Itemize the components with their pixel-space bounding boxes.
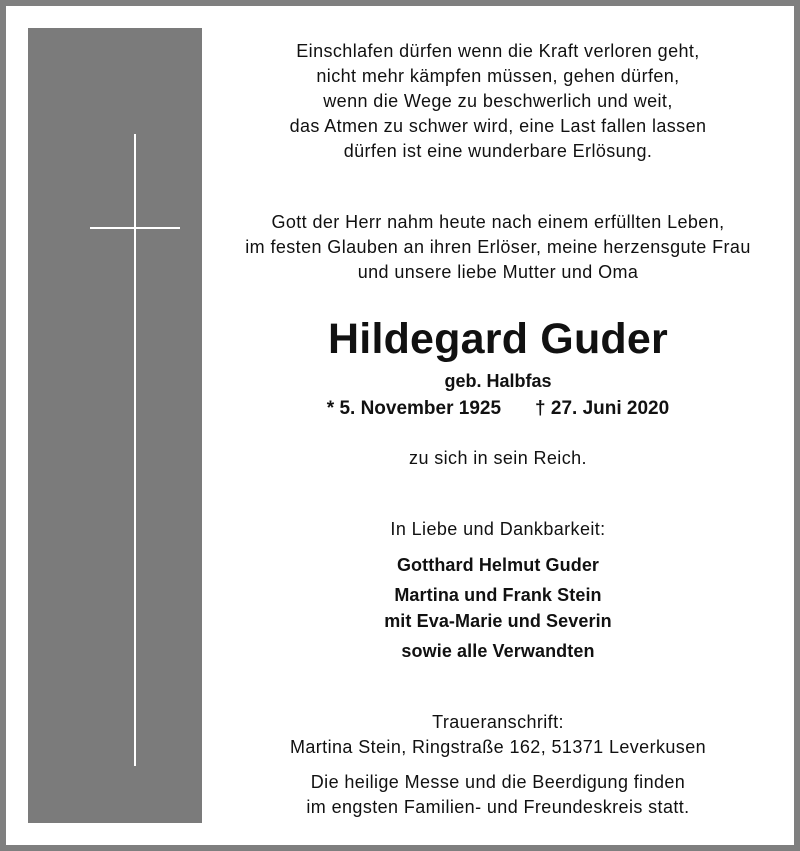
birth-date: * 5. November 1925 <box>326 398 502 419</box>
address-label: Traueranschrift: <box>432 712 564 732</box>
death-date: † 27. Juni 2020 <box>535 398 670 419</box>
intro-line: im festen Glauben an ihren Erlöser, meine herzensgute Frau <box>245 237 751 257</box>
mass-info <box>202 770 794 820</box>
poem <box>202 39 794 164</box>
poem-line: wenn die Wege zu beschwerlich und weit, <box>323 91 673 111</box>
poem-line: Einschlafen dürfen wenn die Kraft verloren geht, <box>296 41 700 61</box>
mourner-name: sowie alle Verwandten <box>401 641 595 661</box>
life-dates <box>202 396 794 422</box>
poem-line: das Atmen zu schwer wird, eine Last fallen lassen <box>289 116 707 136</box>
sidebar-panel <box>28 28 202 823</box>
mourning-address <box>202 710 794 760</box>
mourner-name: Gotthard Helmut Guder <box>396 555 600 575</box>
cross-horizontal-bar <box>90 227 180 229</box>
notice-content <box>202 6 794 845</box>
address-line: Martina Stein, Ringstraße 162, 51371 Leverkusen <box>289 737 707 757</box>
intro-text <box>202 210 794 285</box>
maiden-name: geb. Halbfas <box>444 371 552 391</box>
mass-line: Die heilige Messe und die Beerdigung finden <box>310 772 686 792</box>
mourners-intro: In Liebe und Dankbarkeit: <box>390 519 606 539</box>
poem-line: dürfen ist eine wunderbare Erlösung. <box>343 141 653 161</box>
mourners-list <box>202 552 794 664</box>
poem-line: nicht mehr kämpfen müssen, gehen dürfen, <box>316 66 680 86</box>
intro-line: Gott der Herr nahm heute nach einem erfüllten Leben, <box>271 212 725 232</box>
mourner-name: mit Eva-Marie und Severin <box>384 611 612 631</box>
mourner-name: Martina und Frank Stein <box>394 585 602 605</box>
deceased-name: Hildegard Guder <box>328 315 668 363</box>
intro-line: und unsere liebe Mutter und Oma <box>357 262 639 282</box>
mass-line: im engsten Familien- und Freundeskreis statt. <box>306 797 690 817</box>
closing-text: zu sich in sein Reich. <box>409 448 587 468</box>
